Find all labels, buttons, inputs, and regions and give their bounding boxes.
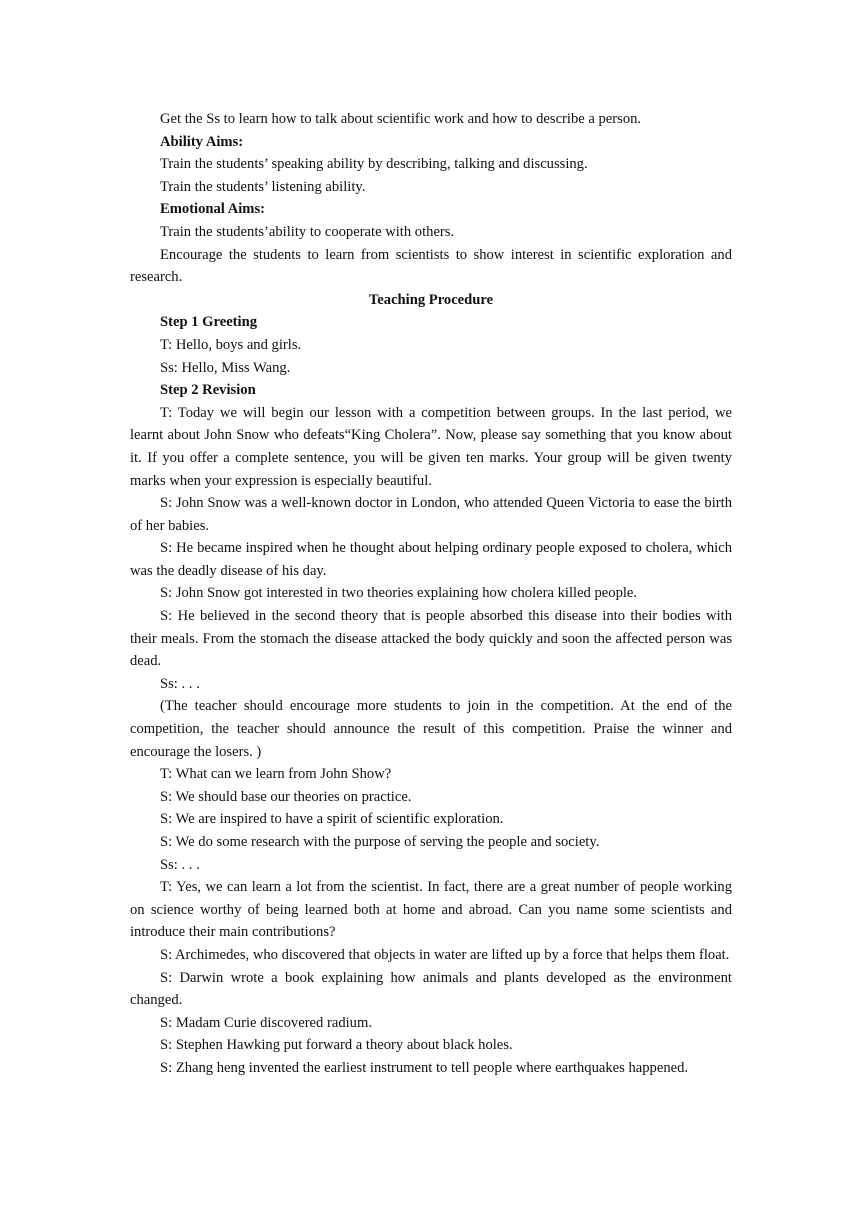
paragraph: S: He became inspired when he thought about helping ordinary people exposed to cholera, which was the deadly disease of his day.: [130, 540, 732, 579]
section-heading: Step 1 Greeting: [160, 314, 258, 331]
paragraph: S: Darwin wrote a book explaining how animals and plants developed as the environment changed.: [130, 969, 732, 1009]
paragraph: Train the students’ listening ability.: [160, 178, 366, 195]
paragraph: S: John Snow got interested in two theories explaining how cholera killed people.: [160, 585, 638, 602]
paragraph: S: John Snow was a well-known doctor in London, who attended Queen Victoria to ease the birth of her babies.: [130, 495, 732, 534]
paragraph: Train the students’ speaking ability by describing, talking and discussing.: [160, 156, 588, 173]
paragraph: Train the students’ability to cooperate with others.: [160, 223, 455, 240]
paragraph: S: Archimedes, who discovered that objects in water are lifted up by a force that helps them float.: [160, 946, 730, 963]
paragraph: (The teacher should encourage more students to join in the competition. At the end of the competition, the teacher should announce the result of this competition. Praise the winner and encourage the losers. ): [130, 698, 732, 760]
paragraph: Get the Ss to learn how to talk about scientific work and how to describe a person.: [160, 111, 642, 127]
paragraph: Ss: . . .: [160, 856, 200, 873]
paragraph: S: Stephen Hawking put forward a theory about black holes.: [160, 1037, 513, 1054]
document-body: [130, 108, 732, 1080]
section-heading: Step 2 Revision: [160, 382, 256, 399]
paragraph: T: Hello, boys and girls.: [160, 336, 302, 353]
paragraph: T: Yes, we can learn a lot from the scientist. In fact, there are a great number of people working on science worthy of being learned both at home and abroad. Can you name some scientists and introduce their main contributions?: [130, 879, 732, 941]
paragraph: S: Zhang heng invented the earliest instrument to tell people where earthquakes happened.: [160, 1059, 689, 1076]
paragraph: Ss: Hello, Miss Wang.: [160, 359, 291, 376]
section-heading: Ability Aims:: [160, 133, 244, 150]
section-title: Teaching Procedure: [368, 291, 494, 308]
paragraph: S: He believed in the second theory that is people absorbed this disease into their bodies with their meals. From the stomach the disease attacked the body quickly and soon the affected person was dead.: [130, 608, 732, 670]
paragraph: S: Madam Curie discovered radium.: [160, 1014, 372, 1031]
paragraph: Encourage the students to learn from scientists to show interest in scientific exploration and research.: [130, 246, 732, 286]
paragraph: S: We are inspired to have a spirit of scientific exploration.: [160, 811, 504, 828]
paragraph: T: Today we will begin our lesson with a competition between groups. In the last period, we learnt about John Snow who defeats“King Cholera”. Now, please say something that you know about it. If you offer a complete sentence, you will be given ten marks. Your group will be given twenty marks when your expression is especially beautiful.: [130, 404, 732, 489]
paragraph: S: We should base our theories on practice.: [160, 788, 412, 805]
paragraph: S: We do some research with the purpose of serving the people and society.: [160, 834, 600, 850]
paragraph: T: What can we learn from John Show?: [160, 766, 392, 783]
section-heading: Emotional Aims:: [160, 201, 265, 218]
paragraph: Ss: . . .: [160, 675, 200, 692]
